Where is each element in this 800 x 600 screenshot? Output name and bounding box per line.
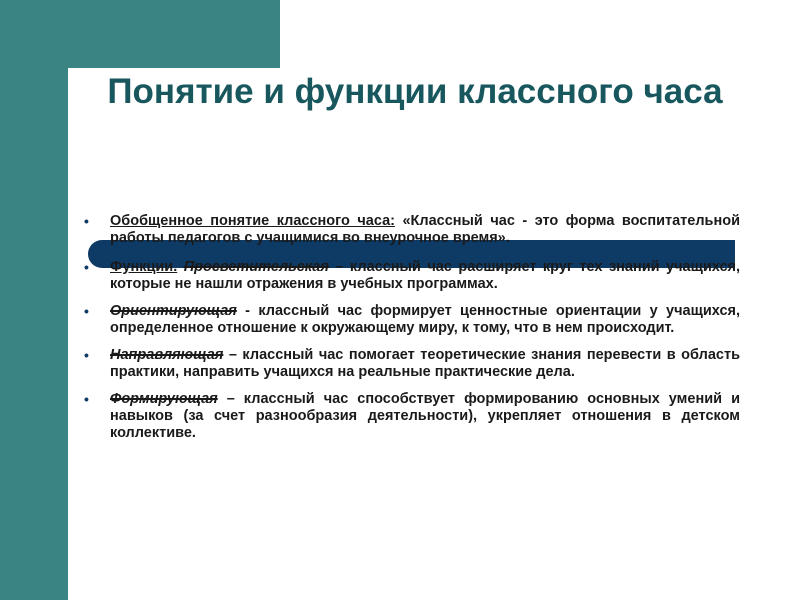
decorative-teal-strip xyxy=(0,0,68,600)
function-text: – классный час способствует формированию основных умений и навыков (за счет разнообразия деятельности), укрепляет отношения в детском коллективе. xyxy=(110,391,740,441)
function-text: – классный час расширяет круг тех знаний учащихся, которые не нашли отражения в учебных программах. xyxy=(110,259,740,292)
definition-text: «Классный час - это форма воспитательной работы педагогов с учащимися во внеурочное время». xyxy=(110,213,741,246)
list-item xyxy=(82,347,740,381)
function-text: - классный час формирует ценностные ориентации у учащихся, определенное отношение к окружающему миру, к тому, что в нем происходит. xyxy=(110,303,740,336)
definition-lead: Обобщенное понятие классного часа: xyxy=(110,213,395,229)
bullet-icon: • xyxy=(84,391,89,407)
function-term: Направляющая xyxy=(110,347,224,363)
list-item xyxy=(82,213,740,247)
list-item xyxy=(82,391,740,442)
list-item xyxy=(82,303,740,337)
function-term: Формирующая xyxy=(110,391,218,407)
bullet-list xyxy=(82,213,740,452)
bullet-icon: • xyxy=(84,213,89,229)
function-term: Просветительская xyxy=(183,259,329,275)
functions-lead: Функции. xyxy=(110,259,178,275)
bullet-icon: • xyxy=(84,347,89,363)
slide-title: Понятие и функции классного часа xyxy=(107,72,723,111)
bullet-icon: • xyxy=(84,303,89,319)
bullet-icon: • xyxy=(84,259,89,275)
function-text: – классный час помогает теоретические знания перевести в область практики, направить учащихся на реальные практические дела. xyxy=(110,347,740,380)
list-item xyxy=(82,259,740,293)
function-term: Ориентирующая xyxy=(110,303,237,319)
